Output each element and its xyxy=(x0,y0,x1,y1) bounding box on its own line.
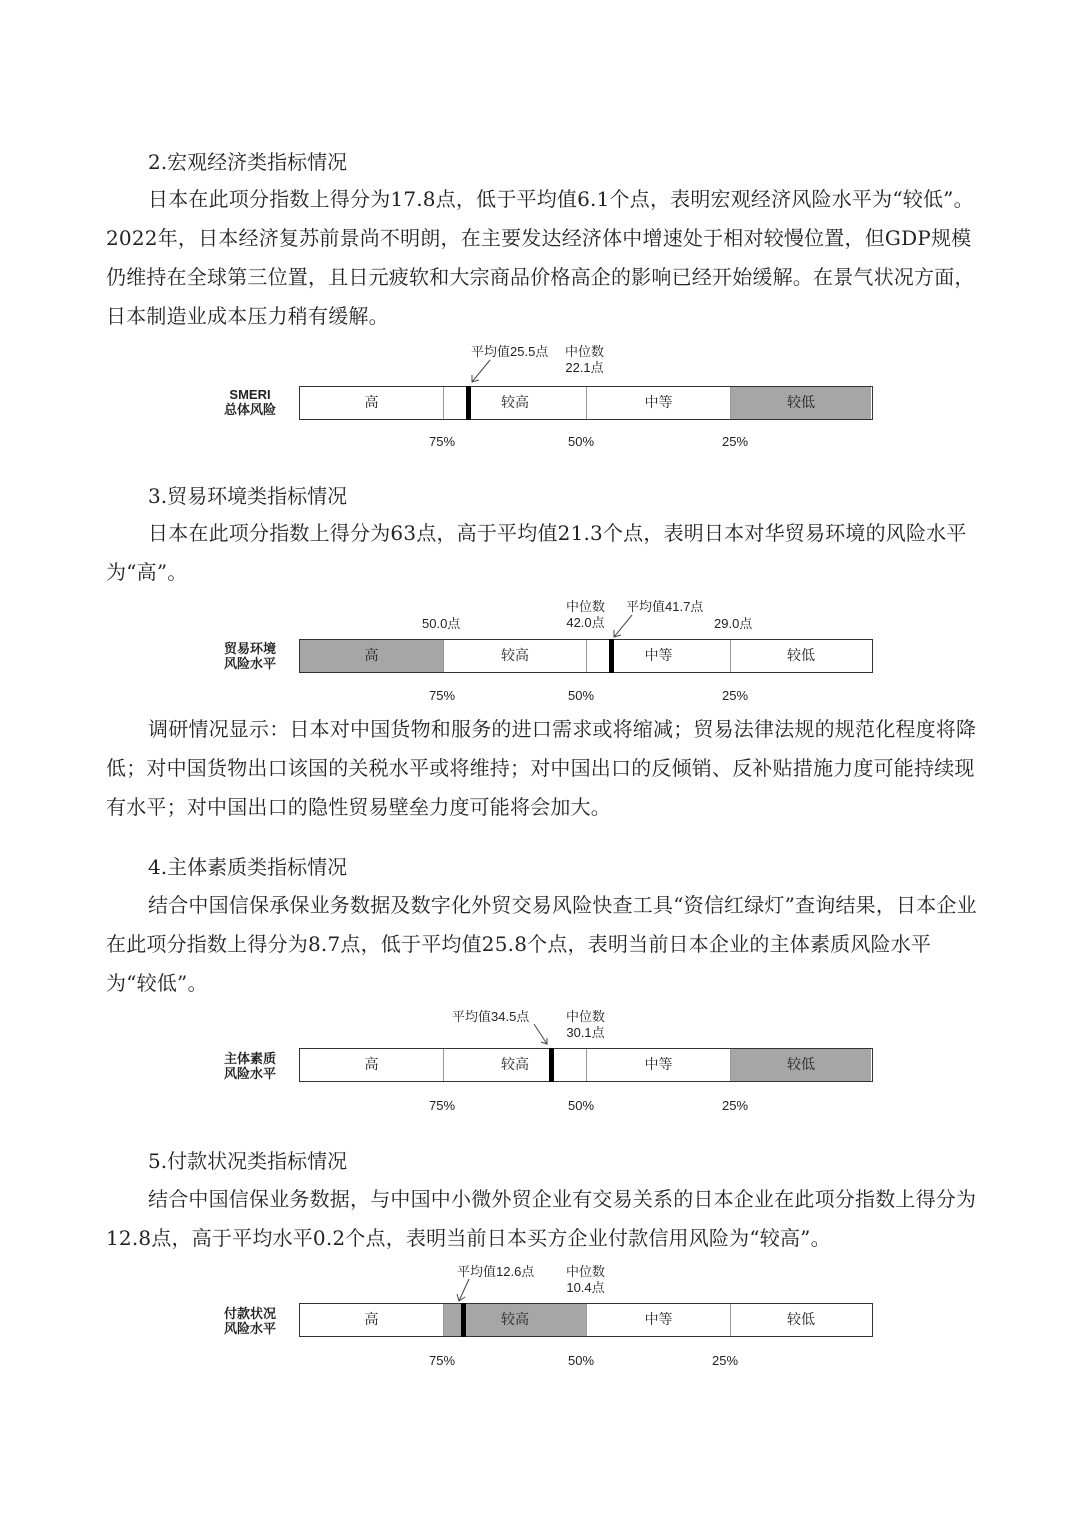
gauge-label-line2: 风险水平 xyxy=(223,656,276,671)
median-annotation xyxy=(566,1009,605,1041)
mean-annotation: 平均值25.5点 xyxy=(471,344,549,359)
mean-arrow-icon xyxy=(530,1023,550,1047)
level-medium: 中等 xyxy=(587,387,731,419)
gauge-label-line1: 贸易环境 xyxy=(223,641,276,656)
gauge-entity-quality xyxy=(200,1006,890,1121)
percentile-50: 50% xyxy=(567,1098,595,1113)
level-relatively-high: 较高 xyxy=(444,1304,587,1336)
percentile-50: 50% xyxy=(567,434,595,449)
percentile-25: 25% xyxy=(711,1353,739,1368)
level-relatively-low: 较低 xyxy=(787,647,815,663)
mean-annotation: 平均值12.6点 xyxy=(457,1264,535,1279)
gauge-label xyxy=(200,1306,300,1336)
section-body-trade xyxy=(106,514,978,592)
percentile-25: 25% xyxy=(721,1098,749,1113)
level-relatively-low: 较低 xyxy=(787,1311,815,1327)
mean-marker xyxy=(549,1048,554,1082)
level-high: 高 xyxy=(300,1049,444,1081)
mean-marker xyxy=(461,1303,466,1337)
percentile-50: 50% xyxy=(567,1353,595,1368)
gauge-label-line1: SMERI xyxy=(229,387,271,402)
gauge-label-line2: 总体风险 xyxy=(223,402,276,417)
level-relatively-low: 较低 xyxy=(731,387,871,419)
paragraph-macro: 日本在此项分指数上得分为17.8点，低于平均值6.1个点，表明宏观经济风险水平为“较低”。2022年，日本经济复苏前景尚不明朗，在主要发达经济体中增速处于相对较慢位置，但GDP规模仍维持在全球第三位置，且日元疲软和大宗商品价格高企的影响已经开始缓解。在景气状况方面，日本制造业成本压力稍有缓解。 xyxy=(106,187,975,328)
q75-annotation: 50.0点 xyxy=(422,616,461,631)
section-body-macro xyxy=(106,180,978,336)
gauge-bar xyxy=(299,1048,873,1082)
level-medium: 中等 xyxy=(587,640,731,672)
gauge-bar xyxy=(299,639,873,673)
median-annotation xyxy=(565,344,604,376)
gauge-label-line2: 风险水平 xyxy=(223,1321,276,1336)
gauge-payment-status xyxy=(200,1261,890,1376)
median-label: 中位数 xyxy=(566,599,606,614)
level-high: 高 xyxy=(300,1304,444,1336)
median-annotation xyxy=(566,599,605,631)
section-heading-payment: 5.付款状况类指标情况 xyxy=(148,1149,348,1173)
section-heading-macro: 2.宏观经济类指标情况 xyxy=(148,150,348,174)
percentile-25: 25% xyxy=(721,434,749,449)
level-high: 高 xyxy=(300,387,444,419)
paragraph-entity: 结合中国信保承保业务数据及数字化外贸交易风险快查工具“资信红绿灯”查询结果，日本企业在此项分指数上得分为8.7点，低于平均值25.8个点，表明当前日本企业的主体素质风险水平为“较低”。 xyxy=(106,893,977,995)
mean-marker xyxy=(609,639,614,673)
percentile-75: 75% xyxy=(428,434,456,449)
gauge-label-line1: 主体素质 xyxy=(223,1051,276,1066)
mean-annotation: 平均值41.7点 xyxy=(626,599,704,614)
median-label: 中位数 xyxy=(566,1264,606,1279)
median-value: 22.1点 xyxy=(565,360,604,375)
section-body-trade-survey xyxy=(106,710,978,827)
gauge-label-line1: 付款状况 xyxy=(223,1306,276,1321)
level-relatively-low: 较低 xyxy=(731,1049,871,1081)
level-relatively-high: 较高 xyxy=(444,640,587,672)
mean-arrow-icon xyxy=(455,1278,475,1304)
gauge-label xyxy=(200,1051,300,1081)
gauge-bar xyxy=(299,1303,873,1337)
level-high: 高 xyxy=(300,640,444,672)
mean-marker xyxy=(466,386,471,420)
paragraph-payment: 结合中国信保业务数据，与中国中小微外贸企业有交易关系的日本企业在此项分指数上得分为12.8点，高于平均水平0.2个点，表明当前日本买方企业付款信用风险为“较高”。 xyxy=(106,1187,977,1250)
mean-annotation: 平均值34.5点 xyxy=(452,1009,530,1024)
level-relatively-high: 较高 xyxy=(444,387,587,419)
mean-arrow-icon xyxy=(466,358,496,388)
section-body-payment xyxy=(106,1180,978,1258)
gauge-label xyxy=(200,641,300,671)
percentile-75: 75% xyxy=(428,688,456,703)
median-value: 30.1点 xyxy=(566,1025,605,1040)
gauge-label xyxy=(200,387,300,417)
paragraph-trade-survey: 调研情况显示：日本对中国货物和服务的进口需求或将缩减；贸易法律法规的规范化程度将降低；对中国货物出口该国的关税水平或将维持；对中国出口的反倾销、反补贴措施力度可能持续现有水平；对中国出口的隐性贸易壁垒力度可能将会加大。 xyxy=(106,717,977,819)
median-value: 10.4点 xyxy=(566,1280,605,1295)
median-annotation xyxy=(566,1264,605,1296)
gauge-trade-environment xyxy=(200,596,890,711)
level-medium: 中等 xyxy=(587,1304,731,1336)
paragraph-trade: 日本在此项分指数上得分为63点，高于平均值21.3个点，表明日本对华贸易环境的风险水平为“高”。 xyxy=(106,521,967,584)
percentile-75: 75% xyxy=(428,1098,456,1113)
gauge-smeri-overall xyxy=(200,342,890,457)
percentile-25: 25% xyxy=(721,688,749,703)
median-value: 42.0点 xyxy=(566,615,605,630)
gauge-label-line2: 风险水平 xyxy=(223,1066,276,1081)
q25-annotation: 29.0点 xyxy=(714,616,753,631)
section-heading-entity: 4.主体素质类指标情况 xyxy=(148,855,348,879)
gauge-bar xyxy=(299,386,873,420)
level-relatively-high: 较高 xyxy=(444,1049,587,1081)
section-body-entity xyxy=(106,886,978,1003)
percentile-50: 50% xyxy=(567,688,595,703)
percentile-75: 75% xyxy=(428,1353,456,1368)
median-label: 中位数 xyxy=(565,344,605,359)
section-heading-trade: 3.贸易环境类指标情况 xyxy=(148,484,348,508)
median-label: 中位数 xyxy=(566,1009,606,1024)
level-medium: 中等 xyxy=(587,1049,731,1081)
